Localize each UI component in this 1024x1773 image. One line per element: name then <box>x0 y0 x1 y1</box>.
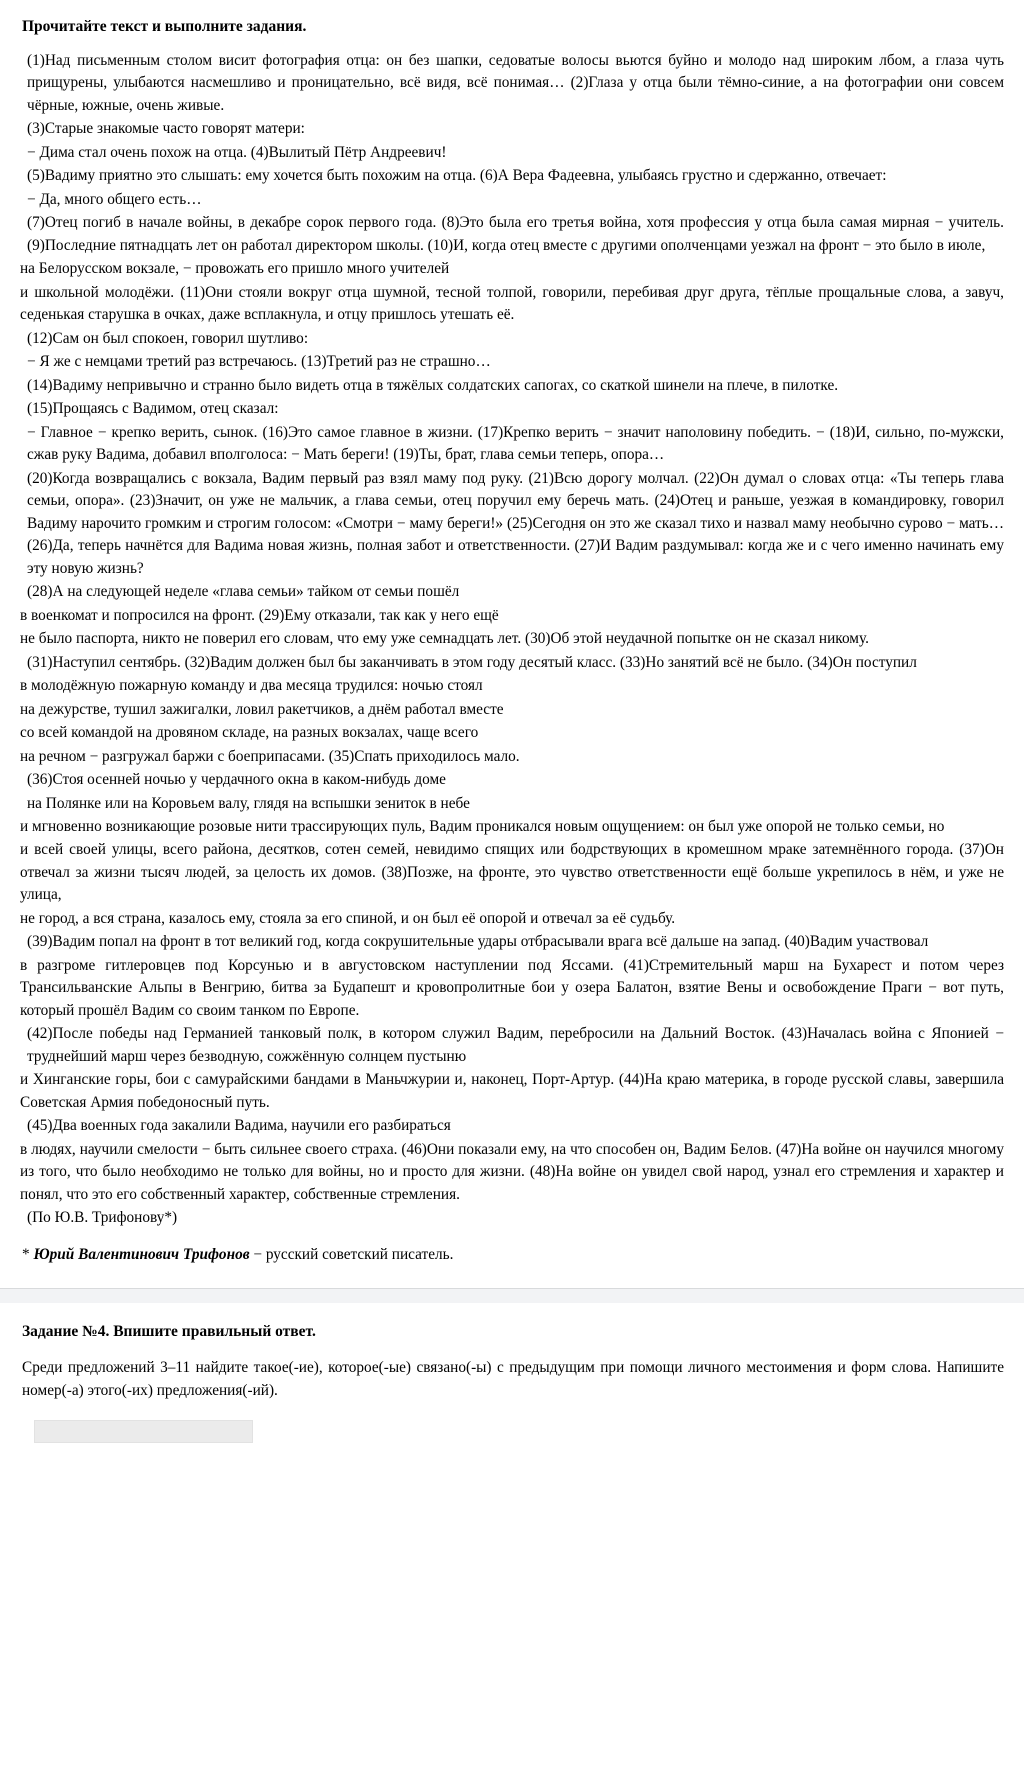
text-paragraph: (По Ю.В. Трифонову*) <box>27 1209 178 1227</box>
text-paragraph: (5)Вадиму приятно это слышать: ему хочется быть похожим на отца. (6)А Вера Фадеевна, улыбаясь грустно и сдержанно, отвечает: <box>27 167 887 185</box>
text-paragraph: в молодёжную пожарную команду и два месяца трудился: ночью стоял <box>20 677 483 695</box>
text-paragraph: (1)Над письменным столом висит фотография отца: он без шапки, седоватые волосы вьются буйно и молодо над широким лбом, а глаза чуть прищурены, улыбаются насмешливо и проницательно, всё видя, всё понимая… (2)Глаза у отца были тёмно-синие, а на фотографии они совсем чёрные, южные, очень живые. <box>27 52 1004 114</box>
text-paragraph: со всей командой на дровяном складе, на разных вокзалах, чаще всего <box>20 724 479 742</box>
section-divider <box>0 1288 1024 1303</box>
text-paragraph: в военкомат и попросился на фронт. (29)Ему отказали, так как у него ещё <box>20 606 499 624</box>
footnote-author-desc: − русский советский писатель. <box>249 1245 454 1263</box>
task-title: Задание №4. Впишите правильный ответ. <box>22 1323 316 1341</box>
text-paragraph: (36)Стоя осенней ночью у чердачного окна в каком-нибудь доме <box>27 771 446 789</box>
text-paragraph: в людях, научили смелости − быть сильнее своего страха. (46)Они показали ему, на что способен он, Вадим Белов. (47)На войне он научился многому из того, что было необходимо не только для войны, но и просто для жизни. (48)На войне он увидел свой народ, узнал его стремления и характер и понял, что это его собственный характер, собственные стремления. <box>20 1140 1004 1203</box>
text-paragraph: на Белорусском вокзале, − провожать его пришло много учителей <box>20 260 450 278</box>
text-paragraph: не было паспорта, никто не поверил его словам, что ему уже семнадцать лет. (30)Об этой неудачной попытке он не сказал никому. <box>20 630 869 648</box>
text-paragraph: и школьной молодёжи. (11)Они стояли вокруг отца шумной, тесной толпой, говорили, перебивая друг друга, тёплые прощальные слова, а завуч, седенькая старушка в очках, даже всплакнула, и отцу пришлось утешать её. <box>20 283 1004 324</box>
text-paragraph: (7)Отец погиб в начале войны, в декабре сорок первого года. (8)Это была его третья война, хотя профессия у отца была самая мирная − учитель. (9)Последние пятнадцать лет он работал директором школы. (10)И, когда отец вместе с другими ополченцами уезжал на фронт − это было в июле, <box>27 214 1004 254</box>
text-paragraph: на Полянке или на Коровьем валу, глядя на вспышки зениток в небе <box>27 794 470 812</box>
text-paragraph: и всей своей улицы, всего района, десятков, сотен семей, невидимо спящих или бодрствующих в кромешном мраке затемнённого города. (37)Он отвечал за жизни тысяч людей, за целость их домов. (38)Позже, на фронте, это чувство ответственности ещё больше укрепилось в нём, и уже не улица, <box>20 841 1004 904</box>
text-paragraph: − Главное − крепко верить, сынок. (16)Это самое главное в жизни. (17)Крепко верить − значит наполовину победить. − (18)И, сильно, по-мужски, сжав руку Вадима, добавил вполголоса: − Мать береги! (19)Ты, брат, глава семьи теперь, опора… <box>27 423 1004 464</box>
task-section <box>0 1303 1024 1443</box>
text-paragraph: не город, а вся страна, казалось ему, стояла за его спиной, и он был её опорой и отвечал за её судьбу. <box>20 909 676 927</box>
text-paragraph: (28)А на следующей неделе «глава семьи» тайком от семьи пошёл <box>27 583 460 601</box>
text-paragraph: (31)Наступил сентябрь. (32)Вадим должен был бы заканчивать в этом году десятый класс. (33)Но занятий всё не было. (34)Он поступил <box>27 653 917 671</box>
text-paragraph: (15)Прощаясь с Вадимом, отец сказал: <box>27 400 279 418</box>
text-paragraph: (14)Вадиму непривычно и странно было видеть отца в тяжёлых солдатских сапогах, со скаткой шинели на плече, в пилотке. <box>27 376 839 394</box>
text-paragraph: и мгновенно возникающие розовые нити трассирующих пуль, Вадим проникался новым ощущением: он был уже опорой не только семьи, но <box>20 817 945 835</box>
text-paragraph: − Я же с немцами третий раз встречаюсь. (13)Третий раз не страшно… <box>27 353 491 371</box>
text-paragraph: в разгроме гитлеровцев под Корсунью и в августовском наступлении под Яссами. (41)Стремительный марш на Бухарест и потом через Трансильванские Альпы в Венгрию, битва за Будапешт и кровопролитные бои у озера Балатон, взятие Вены и освобождение Праги − вот путь, который прошёл Вадим со своим танком по Европе. <box>20 956 1004 1019</box>
text-paragraphs <box>20 50 1004 1230</box>
text-paragraph: (3)Старые знакомые часто говорят матери: <box>27 120 305 138</box>
text-paragraph: и Хинганские горы, бои с самурайскими бандами в Маньчжурии и, наконец, Порт-Артур. (44)На краю материка, в городе русской славы, завершила Советская Армия победоносный путь. <box>20 1071 1004 1111</box>
section-heading: Прочитайте текст и выполните задания. <box>22 18 307 35</box>
text-paragraph: (45)Два военных года закалили Вадима, научили его разбираться <box>27 1117 451 1135</box>
text-paragraph: (20)Когда возвращались с вокзала, Вадим первый раз взял маму под руку. (21)Всю дорогу молчал. (22)Он думал о словах отца: «Ты теперь глава семьи, опора». (23)Значит, он уже не мальчик, а глава семьи, отец поручил ему беречь мать. (24)Отец и раньше, уезжая в командировку, говорил Вадиму нарочито громким и строгим голосом: «Смотри − маму береги!» (25)Сегодня он это же сказал тихо и назвал маму необычно сурово − мать… (26)Да, теперь начнётся для Вадима новая жизнь, полная забот и ответственности. (27)И Вадим раздумывал: когда же и с чего именно начинать ему эту новую жизнь? <box>27 469 1004 577</box>
text-paragraph: на речном − разгружал баржи с боеприпасами. (35)Спать приходилось мало. <box>20 747 520 765</box>
footnote-author-name: Юрий Валентинович Трифонов <box>33 1245 250 1263</box>
answer-input[interactable] <box>34 1420 253 1443</box>
text-paragraph: − Дима стал очень похож на отца. (4)Вылитый Пётр Андреевич! <box>27 143 447 161</box>
text-paragraph: (39)Вадим попал на фронт в тот великий год, когда сокрушительные удары отбрасывали врага всё дальше на запад. (40)Вадим участвовал <box>27 933 929 951</box>
text-paragraph: − Да, много общего есть… <box>27 190 202 208</box>
text-paragraph: на дежурстве, тушил зажигалки, ловил ракетчиков, а днём работал вместе <box>20 700 504 718</box>
task-instruction: Среди предложений 3–11 найдите такое(-ие), которое(-ые) связано(-ы) с предыдущим при помощи личного местоимения и форм слова. Напишите номер(-а) этого(-их) предложения(-ий). <box>22 1359 1004 1399</box>
footnote-asterisk: * <box>22 1245 34 1263</box>
text-paragraph: (42)После победы над Германией танковый полк, в котором служил Вадим, перебросили на Дальний Восток. (43)Началась война с Японией − труднейший марш через безводную, сожжённую солнцем пустыню <box>27 1025 1004 1065</box>
text-paragraph: (12)Сам он был спокоен, говорил шутливо: <box>27 329 309 347</box>
footnote <box>20 1244 1004 1266</box>
bottom-spacer <box>0 1443 1024 1563</box>
